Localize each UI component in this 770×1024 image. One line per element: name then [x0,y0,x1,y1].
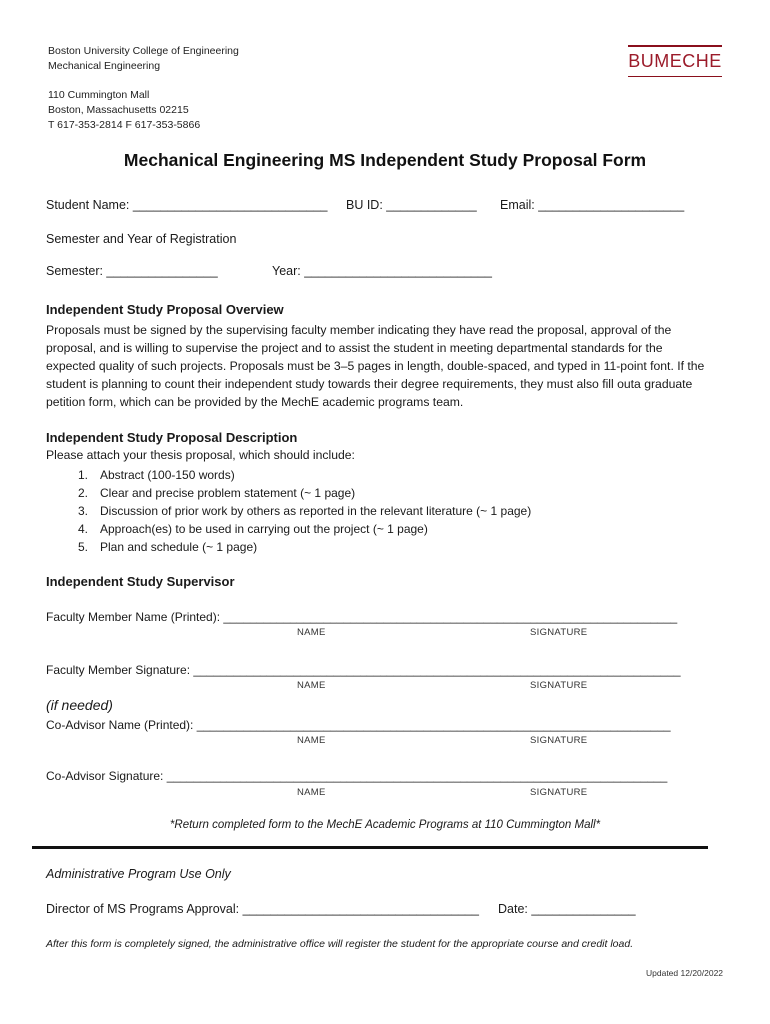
list-item [78,502,531,520]
list-item-number: 5. [78,540,89,554]
address-line-2: Boston, Massachusetts 02215 [48,104,189,116]
director-approval-field[interactable]: Director of MS Programs Approval: __________________________________ [46,902,479,916]
address-line-1: 110 Cummington Mall [48,89,150,101]
list-item-number: 1. [78,468,89,482]
logo-text: BUMECHE [628,51,722,71]
description-heading: Independent Study Proposal Description [46,430,298,445]
semester-field[interactable]: Semester: ________________ [46,264,218,278]
coadvisor-name-label: NAME [297,735,326,746]
list-item-number: 3. [78,504,89,518]
org-line-2: Mechanical Engineering [48,60,161,72]
logo-top-rule [628,45,722,47]
faculty-signature-label: SIGNATURE [530,627,588,638]
list-item [78,466,531,484]
admin-heading: Administrative Program Use Only [46,867,231,881]
overview-heading: Independent Study Proposal Overview [46,302,284,317]
list-item-number: 4. [78,522,89,536]
description-intro: Please attach your thesis proposal, which should include: [46,448,355,462]
overview-text: Proposals must be signed by the supervising faculty member indicating they have read the proposal, approval of the proposal, and is willing to supervise the project and to assist the student in meeting departmental standards for the expected quality of such projects. Proposals must be 3–5 pages in length, double-spaced, and typed in 11-point font. If the student is planning to count their independent study towards their degree requirements, they must also fill outa graduate petition form, which can be provided by the MechE academic programs team. [46,323,705,409]
faculty-name-field[interactable]: Faculty Member Name (Printed): ____________________________________________________________________ [46,610,678,624]
semester-heading: Semester and Year of Registration [46,232,237,246]
list-item-text: Plan and schedule (~ 1 page) [100,540,258,554]
org-address-block [48,44,239,133]
phone-fax-line: T 617-353-2814 F 617-353-5866 [48,119,201,131]
section-divider [32,846,708,849]
year-field[interactable]: Year: ___________________________ [272,264,492,278]
admin-footer-note: After this form is completely signed, the administrative office will register the student for the appropriate course and credit load. [46,938,634,950]
coadvisor-sig-name-label: NAME [297,787,326,798]
updated-date: Updated 12/20/2022 [646,968,724,978]
list-item-text: Approach(es) to be used in carrying out the project (~ 1 page) [100,522,428,536]
faculty-sig-name-label: NAME [297,680,326,691]
supervisor-heading: Independent Study Supervisor [46,574,235,589]
list-item-text: Clear and precise problem statement (~ 1 page) [100,486,356,500]
coadvisor-signature-label: SIGNATURE [530,735,588,746]
list-item [78,538,531,556]
description-list [78,466,531,556]
org-line-1: Boston University College of Engineering [48,45,239,57]
faculty-signature-field[interactable]: Faculty Member Signature: _________________________________________________________________________ [46,663,681,677]
list-item-text: Discussion of prior work by others as reported in the relevant literature (~ 1 page) [100,504,532,518]
coadvisor-name-field[interactable]: Co-Advisor Name (Printed): _______________________________________________________________________ [46,718,671,732]
faculty-sig-signature-label: SIGNATURE [530,680,588,691]
student-name-field[interactable]: Student Name: ____________________________ [46,198,328,212]
approval-date-field[interactable]: Date: _______________ [498,902,636,916]
email-field[interactable]: Email: _____________________ [500,198,685,212]
if-needed-note: (if needed) [46,697,113,713]
list-item-text: Abstract (100-150 words) [100,468,235,482]
return-note: *Return completed form to the MechE Academic Programs at 110 Cummington Mall* [169,819,601,831]
bumeche-logo [628,45,722,77]
coadvisor-signature-field[interactable]: Co-Advisor Signature: ___________________________________________________________________________ [46,769,668,783]
list-item [78,484,531,502]
list-item-number: 2. [78,486,89,500]
faculty-name-label: NAME [297,627,326,638]
logo-bottom-rule [628,76,722,78]
page-title: Mechanical Engineering MS Independent Study Proposal Form [123,150,647,170]
coadvisor-sig-signature-label: SIGNATURE [530,787,588,798]
list-item [78,520,531,538]
bu-id-field[interactable]: BU ID: _____________ [346,198,477,212]
